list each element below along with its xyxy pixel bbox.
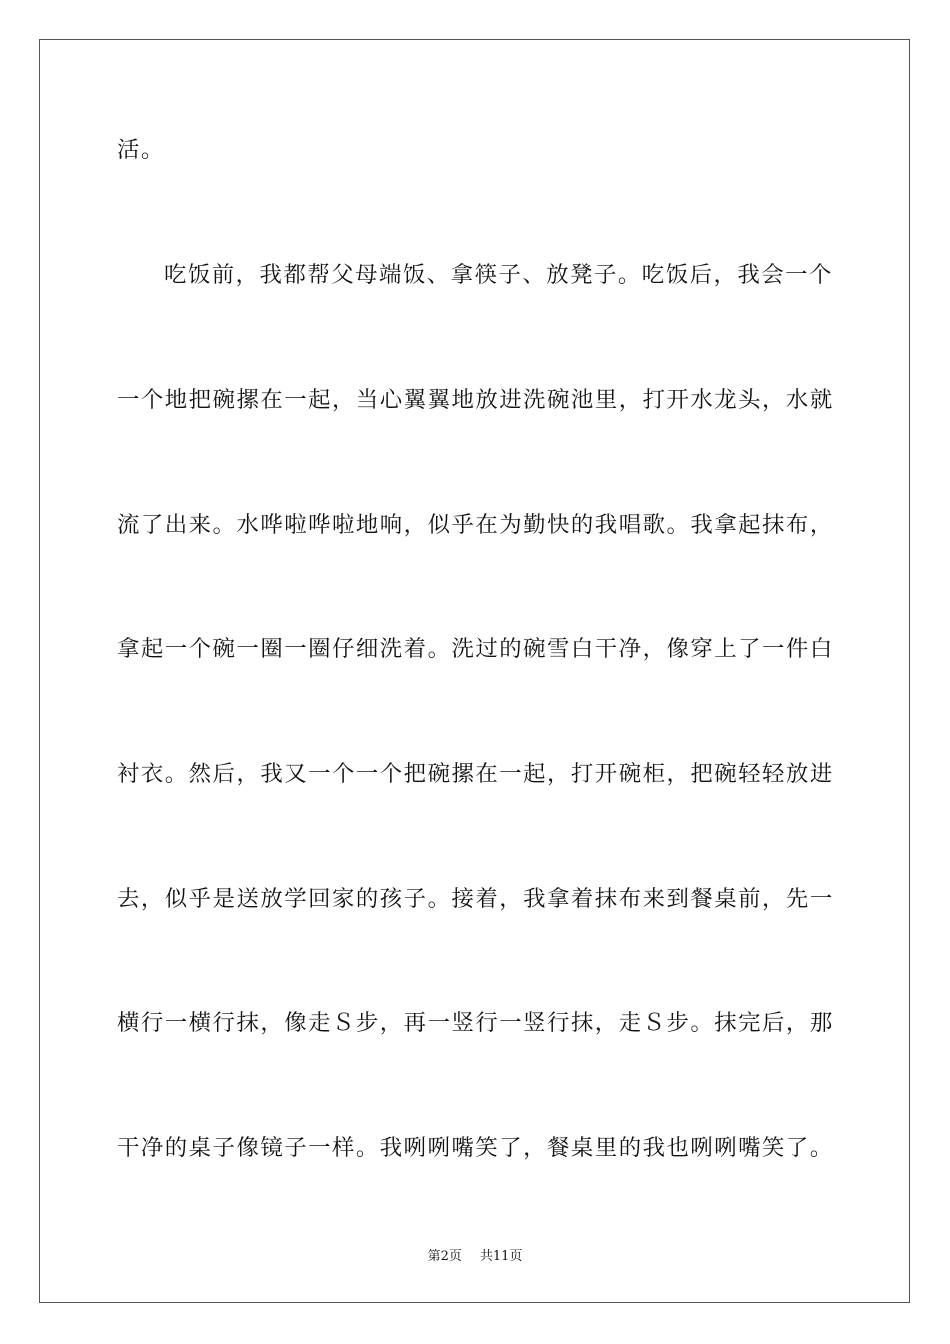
text-line-4: 流了出来。水哗啦哗啦地响，似乎在为勤快的我唱歌。我拿起抹布， <box>117 512 834 538</box>
text-line-7: 去，似乎是送放学回家的孩子。接着，我拿着抹布来到餐桌前，先一 <box>117 886 834 912</box>
text-line-5: 拿起一个碗一圈一圈仔细洗着。洗过的碗雪白干净，像穿上了一件白 <box>117 636 834 662</box>
page-border <box>39 39 910 1303</box>
page-number: 第2页 <box>427 1249 462 1264</box>
text-line-1: 活。 <box>117 137 165 163</box>
text-line-9: 干净的桌子像镜子一样。我咧咧嘴笑了，餐桌里的我也咧咧嘴笑了。 <box>117 1135 834 1161</box>
text-line-3: 一个地把碗摞在一起，当心翼翼地放进洗碗池里，打开水龙头，水就 <box>117 387 834 413</box>
text-line-8: 横行一横行抹，像走Ｓ步，再一竖行一竖行抹，走Ｓ步。抹完后，那 <box>117 1010 834 1036</box>
page-footer <box>0 1248 950 1266</box>
total-pages: 共11页 <box>479 1249 523 1264</box>
text-line-6: 衬衣。然后，我又一个一个把碗摞在一起，打开碗柜，把碗轻轻放进 <box>117 761 834 787</box>
text-line-2-paragraph-start: 吃饭前，我都帮父母端饭、拿筷子、放凳子。吃饭后，我会一个 <box>164 262 833 288</box>
